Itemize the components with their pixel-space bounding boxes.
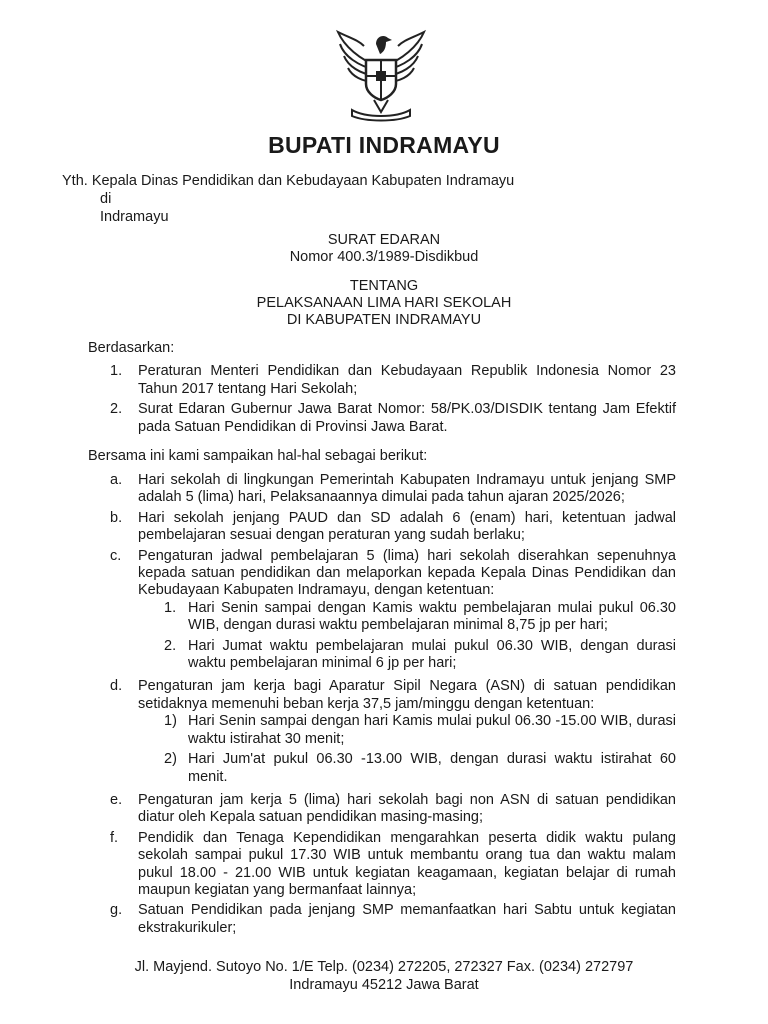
recipient-address — [62, 172, 514, 226]
garuda-emblem-icon — [330, 26, 432, 122]
points-intro: Bersama ini kami sampaikan hal-hal sebagai berikut: — [88, 448, 428, 464]
list-marker: b. — [110, 509, 123, 526]
list-marker: a. — [110, 472, 123, 488]
list-text-body: Pengaturan jadwal pembelajaran 5 (lima) hari sekolah diserahkan sepenuhnya kepada satuan pendidikan dan melaporkan kepada Kepala Dinas Pendidikan dan Kebudayaan Kabupaten Indramayu, dengan ketentuan: — [138, 547, 676, 599]
list-text: Hari Senin sampai dengan Kamis waktu pembelajaran mulai pukul 06.30 WIB, dengan durasi waktu pembelajaran minimal 8,75 jp per hari; — [188, 599, 676, 634]
list-text-body: Pengaturan jam kerja bagi Aparatur Sipil Negara (ASN) di satuan pendidikan setidaknya memenuhi beban kerja 37,5 jam/minggu dengan ketentuan: — [138, 678, 676, 712]
subject-about: TENTANG — [349, 278, 419, 294]
document-heading — [0, 232, 768, 266]
subject-line: PELAKSANAAN LIMA HARI SEKOLAH — [256, 295, 512, 311]
list-text: Hari Jum'at pukul 06.30 -13.00 WIB, dengan durasi waktu istirahat 60 menit. — [188, 751, 676, 785]
list-marker: 2) — [164, 751, 177, 768]
list-text: Surat Edaran Gubernur Jawa Barat Nomor: 58/PK.03/DISDIK tentang Jam Efektif pada Satuan Pendidikan di Provinsi Jawa Barat. — [138, 401, 676, 435]
list-item — [110, 830, 676, 900]
list-text: Hari sekolah jenjang PAUD dan SD adalah 6 (enam) hari, ketentuan jadwal pembelajaran sesuai dengan peraturan yang sudah berlaku; — [138, 509, 676, 544]
list-marker: 2. — [110, 401, 123, 417]
list-marker: 2. — [164, 637, 177, 654]
subject-line: DI KABUPATEN INDRAMAYU — [286, 312, 482, 328]
list-text — [138, 548, 676, 676]
document-number: Nomor 400.3/1989-Disdikbud — [289, 249, 479, 265]
list-marker: 1) — [164, 713, 177, 730]
list-marker: e. — [110, 791, 123, 808]
list-text: Peraturan Menteri Pendidikan dan Kebudayaan Republik Indonesia Nomor 23 Tahun 2017 tentang Hari Sekolah; — [138, 363, 676, 397]
list-marker: d. — [110, 678, 123, 695]
list-text: Pendidik dan Tenaga Kependidikan mengarahkan peserta didik waktu pulang sekolah sampai pukul 17.30 WIB untuk membantu orang tua dan waktu malam pukul 18.00 - 21.00 WIB untuk kegiatan keagamaan, kegiatan belajar di rumah maupun kegiatan yang bermanfaat lainnya; — [138, 829, 676, 898]
address-line: Indramayu — [100, 209, 169, 225]
list-text: Satuan Pendidikan pada jenjang SMP memanfaatkan hari Sabtu untuk kegiatan ekstrakurikuler; — [138, 902, 676, 936]
list-item — [110, 678, 676, 788]
list-marker: f. — [110, 829, 119, 846]
list-marker: g. — [110, 902, 123, 919]
basis-list — [110, 363, 676, 439]
list-item — [110, 792, 676, 827]
list-marker: 1. — [110, 363, 123, 379]
page-title: BUPATI INDRAMAYU — [268, 132, 500, 158]
list-text: Hari Jumat waktu pembelajaran mulai pukul 06.30 WIB, dengan durasi waktu pembelajaran minimal 6 jp per hari; — [188, 637, 676, 672]
list-text: Hari Senin sampai dengan hari Kamis mulai pukul 06.30 -15.00 WIB, durasi waktu istirahat 30 menit; — [188, 713, 676, 747]
document-subject — [0, 278, 768, 329]
basis-intro: Berdasarkan: — [88, 340, 175, 356]
list-item — [110, 548, 676, 676]
points-list — [110, 472, 676, 940]
address-line: Yth. Kepala Dinas Pendidikan dan Kebudayaan Kabupaten Indramayu — [62, 173, 515, 189]
list-marker: c. — [110, 547, 122, 564]
address-line: di — [100, 191, 112, 207]
footer-city: Indramayu 45212 Jawa Barat — [289, 977, 479, 993]
list-marker: 1. — [164, 599, 177, 616]
list-item — [110, 902, 676, 937]
sub-list-item — [164, 713, 676, 748]
list-item — [110, 363, 676, 398]
list-text — [138, 678, 676, 788]
sub-list-item — [164, 600, 676, 635]
list-item — [110, 472, 676, 507]
list-text: Pengaturan jam kerja 5 (lima) hari sekolah bagi non ASN di satuan pendidikan diatur oleh Kepala satuan pendidikan masing-masing; — [138, 791, 676, 826]
list-text: Hari sekolah di lingkungan Pemerintah Kabupaten Indramayu untuk jenjang SMP adalah 5 (lima) hari, Pelaksanaannya dimulai pada tahun ajaran 2025/2026; — [138, 472, 676, 506]
footer-address: Jl. Mayjend. Sutoyo No. 1/E Telp. (0234) 272205, 272327 Fax. (0234) 272797 — [134, 959, 634, 975]
list-item — [110, 510, 676, 545]
sub-list-item — [164, 751, 676, 786]
sub-list-item — [164, 638, 676, 673]
document-type: SURAT EDARAN — [327, 232, 441, 248]
list-item — [110, 401, 676, 436]
letterhead-footer — [0, 958, 768, 994]
